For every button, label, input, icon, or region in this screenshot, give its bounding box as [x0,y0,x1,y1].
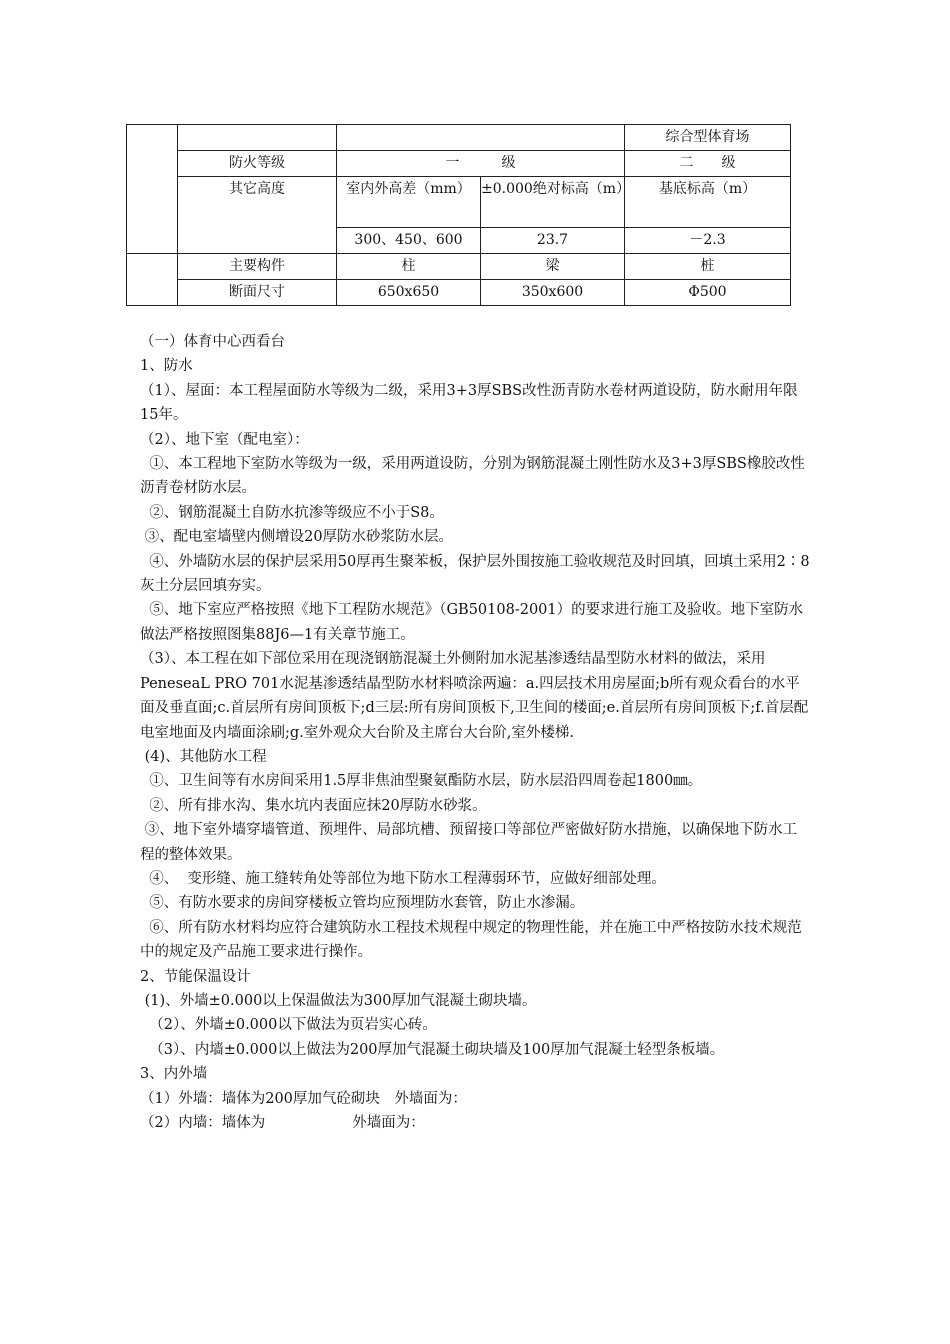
section-heading: （一）体育中心西看台 [140,334,285,350]
table-cell: 二 级 [625,151,791,177]
paragraph: (1)、外墙±0.000以上保温做法为300厚加气混凝土砌块墙。 [140,992,537,1009]
table-cell: 23.7 [481,228,625,254]
paragraph: ③、地下室外墙穿墙管道、预埋件、局部坑槽、预留接口等部位严密做好防水措施，以确保地下防水工程的整体效果。 [140,822,798,863]
paragraph: （3）、内墙±0.000以上做法为200厚加气混凝土砌块墙及100厚加气混凝土轻型条板墙。 [140,1041,725,1058]
table-row [127,280,791,306]
table-cell-label: 其它高度 [178,177,337,254]
paragraph: ②、所有排水沟、集水坑内表面应抹20厚防水砂浆。 [140,797,487,814]
table-cell: －2.3 [625,228,791,254]
document-body [140,330,810,1135]
table-cell: 梁 [481,254,625,280]
subsection-heading: 1、防水 [140,358,193,375]
paragraph: （1）外墙：墙体为200厚加气砼砌块 外墙面为： [140,1090,467,1107]
paragraph: （2）内墙：墙体为 外墙面为： [140,1115,425,1131]
table-cell: 综合型体育场 [625,125,791,151]
paragraph: ⑤、地下室应严格按照《地下工程防水规范》（GB50108-2001）的要求进行施工及验收。地下室防水做法严格按照图集88J6—1有关章节施工。 [140,602,804,643]
paragraph: ③、配电室墙壁内侧增设20厚防水砂浆防水层。 [140,529,454,546]
paragraph: (4)、其他防水工程 [140,748,267,765]
table-cell-label: 断面尺寸 [178,280,337,306]
paragraph: （3）、本工程在如下部位采用在现浇钢筋混凝土外侧附加水泥基渗透结晶型防水材料的做法，采用PeneseaL PRO 701水泥基渗透结晶型防水材料喷涂两遍：a.四层技术用房屋面;b所有观众看台的水平面及垂直面;c.首层所有房间顶板下;d三层:所有房间顶板下,卫生间的楼面;e.首层所有房间顶板下;f.首层配电室地面及内墙面涂刷;g.室外观众大台阶及主席台大台阶,室外楼梯. [140,651,809,741]
paragraph: ⑤、有防水要求的房间穿楼板立管均应预埋防水套管，防止水渗漏。 [140,895,585,912]
table-cell: 基底标高（m） [625,177,791,228]
table-cell-left-top [127,125,178,254]
table-cell [337,125,625,151]
table-cell: 350x600 [481,280,625,306]
table-cell: 桩 [625,254,791,280]
table-cell-label: 主要构件 [178,254,337,280]
paragraph: ④、 变形缝、施工缝转角处等部位为地下防水工程薄弱环节，应做好细部处理。 [140,870,666,887]
table-cell: 650x650 [337,280,481,306]
paragraph: ①、卫生间等有水房间采用1.5厚非焦油型聚氨酯防水层，防水层沿四周卷起1800㎜。 [140,773,703,790]
table-row [127,151,791,177]
subsection-heading: 3、内外墙 [140,1066,208,1083]
paragraph: ①、本工程地下室防水等级为一级，采用两道设防，分别为钢筋混凝土刚性防水及3+3厚SBS橡胶改性沥青卷材防水层。 [140,456,805,497]
table-cell: ±0.000绝对标高（m） [481,177,625,228]
subsection-heading: 2、节能保温设计 [140,968,251,985]
paragraph: ④、外墙防水层的保护层采用50厚再生聚苯板，保护层外围按施工验收规范及时回填，回填土采用2∶8灰土分层回填夯实。 [140,553,810,595]
table-cell: Φ500 [625,280,791,306]
table-cell-left-bottom [127,254,178,306]
table-row [127,125,791,151]
paragraph: ⑥、所有防水材料均应符合建筑防水工程技术规程中规定的物理性能，并在施工中严格按防水技术规范中的规定及产品施工要求进行操作。 [140,919,802,961]
table-cell: 室内外高差（mm） [337,177,481,228]
table-cell-label: 防火等级 [178,151,337,177]
paragraph: （2）、外墙±0.000以下做法为页岩实心砖。 [140,1017,437,1034]
paragraph: ②、钢筋混凝土自防水抗渗等级应不小于S8。 [140,504,444,521]
table-cell [178,125,337,151]
table-row [127,177,791,228]
table-cell: 300、450、600 [337,228,481,254]
table-cell: 柱 [337,254,481,280]
spec-table [126,124,791,306]
table-cell: 一 级 [337,151,625,177]
paragraph: （2）、地下室（配电室）： [140,431,309,448]
paragraph: （1）、屋面：本工程屋面防水等级为二级，采用3+3厚SBS改性沥青防水卷材两道设防，防水耐用年限15年。 [140,382,798,424]
table-row [127,254,791,280]
